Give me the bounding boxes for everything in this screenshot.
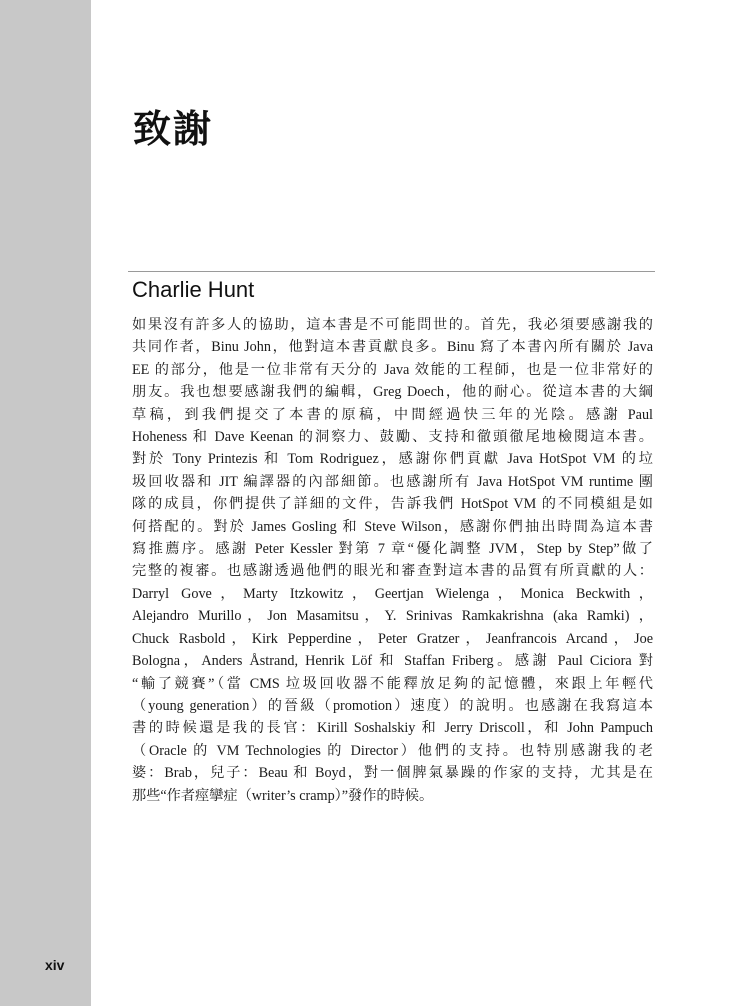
paragraph-line: 那些“作者痙攣症（writer’s cramp）”發作的時候。	[132, 787, 434, 804]
paragraph-line: 對於 Tony Printezis 和 Tom Rodriguez，感謝你們貢獻 Java HotSpot VM 的垃	[132, 451, 653, 468]
paragraph-line: Darryl Gove，Marty Itzkowitz，Geertjan Wielenga，Monica Beckwith，	[132, 585, 653, 602]
paragraph-line: Hoheness 和 Dave Keenan 的洞察力、鼓勵、支持和徹頭徹尾地檢閱這本書。	[132, 429, 653, 446]
paragraph-line: 婆：Brab，兒子：Beau 和 Boyd，對一個脾氣暴躁的作家的支持，尤其是在	[132, 765, 653, 782]
paragraph-line: 如果沒有許多人的協助，這本書是不可能問世的。首先，我必須要感謝我的	[132, 317, 653, 333]
paragraph-line: 何搭配的。對於 James Gosling 和 Steve Wilson，感謝你們抽出時間為這本書	[132, 518, 653, 535]
acknowledgment-paragraph	[132, 314, 653, 807]
page-number: xiv	[45, 957, 65, 973]
paragraph-line: （Oracle 的 VM Technologies 的 Director）他們的支持。也特別感謝我的老	[132, 742, 653, 759]
paragraph-line: （young generation）的晉級（promotion）速度）的說明。也感謝在我寫這本	[132, 697, 653, 714]
paragraph-line: Bologna，Anders Åstrand, Henrik Löf 和 Staffan Friberg。感謝 Paul Ciciora 對	[132, 653, 653, 670]
paragraph-line: 草稿，到我們提交了本書的原稿，中間經過快三年的光陰。感謝 Paul	[132, 406, 653, 423]
paragraph-line: 寫推薦序。感謝 Peter Kessler 對第 7 章“優化調整 JVM，Step by Step”做了	[132, 541, 653, 558]
paragraph-line: “輸了競賽”（當 CMS 垃圾回收器不能釋放足夠的記憶體，來跟上年輕代	[132, 675, 653, 692]
section-divider	[128, 271, 655, 272]
paragraph-line: 隊的成員，你們提供了詳細的文件，告訴我們 HotSpot VM 的不同模組是如	[132, 496, 653, 513]
paragraph-line: 完整的複審。也感謝透過他們的眼光和審查對這本書的品質有所貢獻的人：	[132, 563, 653, 580]
paragraph-line: 共同作者，Binu John，他對這本書貢獻良多。Binu 寫了本書內所有關於 Java	[132, 339, 653, 356]
paragraph-line: Chuck Rasbold，Kirk Pepperdine，Peter Gratzer，Jeanfrancois Arcand，Joe	[132, 630, 653, 647]
paragraph-line: EE 的部分，他是一位非常有天分的 Java 效能的工程師，也是一位非常好的	[132, 361, 653, 378]
chapter-title: 致謝	[133, 107, 214, 151]
paragraph-line: Alejandro Murillo，Jon Masamitsu，Y. Srinivas Ramkakrishna (aka Ramki) ，	[132, 608, 653, 625]
paragraph-line: 朋友。我也想要感謝我們的編輯，Greg Doech，他的耐心。從這本書的大綱	[132, 384, 653, 401]
page-margin-strip	[0, 0, 91, 1006]
paragraph-line: 書的時候還是我的長官：Kirill Soshalskiy 和 Jerry Driscoll，和 John Pampuch	[132, 720, 653, 737]
section-heading: Charlie Hunt	[132, 277, 255, 302]
paragraph-line: 圾回收器和 JIT 編譯器的內部細節。也感謝所有 Java HotSpot VM runtime 團	[132, 473, 653, 490]
